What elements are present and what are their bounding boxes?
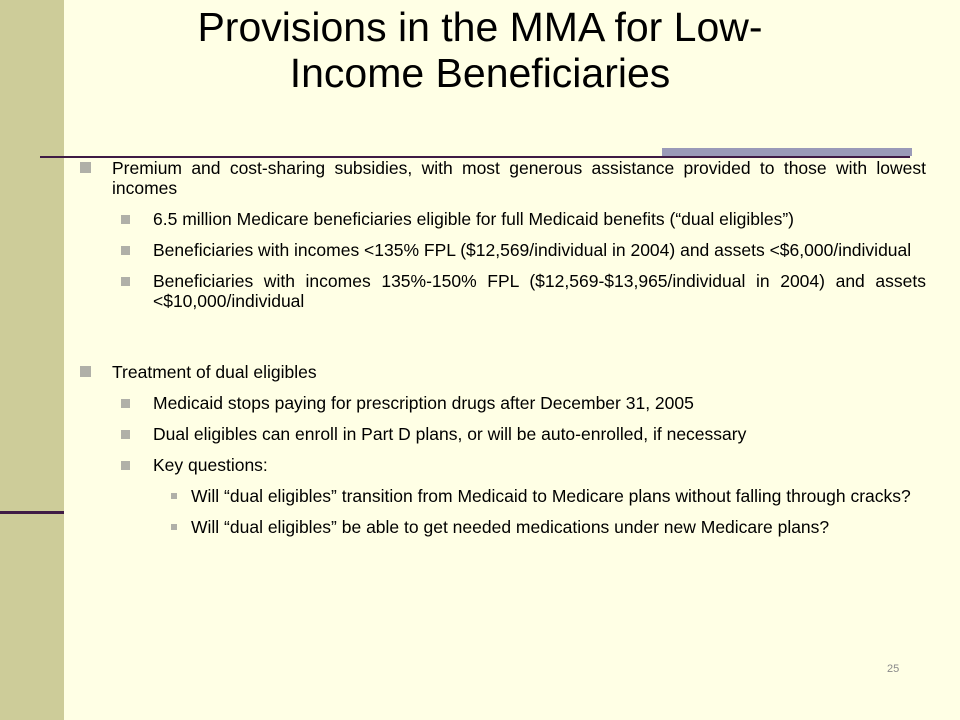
bullet-text: Treatment of dual eligibles: [112, 362, 317, 382]
square-bullet-icon: [121, 215, 130, 224]
sub-bullet-dual-eligibles-count: [78, 209, 926, 229]
sub-bullet-text: Dual eligibles can enroll in Part D plans, or will be auto-enrolled, if necessary: [153, 424, 747, 444]
bullet-subsidies: [78, 158, 926, 198]
square-bullet-icon: [121, 246, 130, 255]
question-transition: [78, 486, 926, 506]
bullet-text: Premium and cost-sharing subsidies, with most generous assistance provided to those with lowest incomes: [112, 158, 926, 198]
square-bullet-icon: [121, 277, 130, 286]
sub-bullet-key-questions: [78, 455, 926, 475]
sub-bullet-text: Medicaid stops paying for prescription drugs after December 31, 2005: [153, 393, 694, 413]
sub-bullet-150-fpl: [78, 271, 926, 311]
sub-bullet-text: Key questions:: [153, 455, 268, 475]
sub-bullet-135-fpl: [78, 240, 926, 260]
sub-bullet-text: 6.5 million Medicare beneficiaries eligible for full Medicaid benefits (“dual eligibles”): [153, 209, 794, 229]
square-bullet-icon: [80, 162, 91, 173]
square-bullet-icon: [121, 461, 130, 470]
section-spacer: [78, 322, 926, 362]
slide-title: [60, 4, 900, 96]
question-medications: [78, 517, 926, 537]
slide-number: 25: [887, 663, 900, 675]
sub-bullet-medicaid-stops: [78, 393, 926, 413]
left-decorative-band: [0, 0, 64, 720]
sub-bullet-text: Beneficiaries with incomes 135%-150% FPL ($12,569-$13,965/individual in 2004) and assets <$10,000/individual: [153, 271, 926, 311]
question-text: Will “dual eligibles” transition from Medicaid to Medicare plans without falling through cracks?: [191, 486, 911, 506]
slide-body: [78, 158, 926, 548]
square-bullet-icon: [171, 493, 177, 499]
square-bullet-icon: [171, 524, 177, 530]
square-bullet-icon: [121, 430, 130, 439]
square-bullet-icon: [80, 366, 91, 377]
title-line-1: Provisions in the MMA for Low-: [197, 4, 763, 50]
sub-bullet-text: Beneficiaries with incomes <135% FPL ($12,569/individual in 2004) and assets <$6,000/individual: [153, 240, 912, 260]
title-line-2: Income Beneficiaries: [289, 50, 671, 96]
square-bullet-icon: [121, 399, 130, 408]
title-accent-bar: [662, 148, 912, 156]
question-text: Will “dual eligibles” be able to get needed medications under new Medicare plans?: [191, 517, 830, 537]
bullet-dual-eligibles-treatment: [78, 362, 926, 382]
sub-bullet-part-d-enroll: [78, 424, 926, 444]
left-band-divider: [0, 511, 64, 514]
